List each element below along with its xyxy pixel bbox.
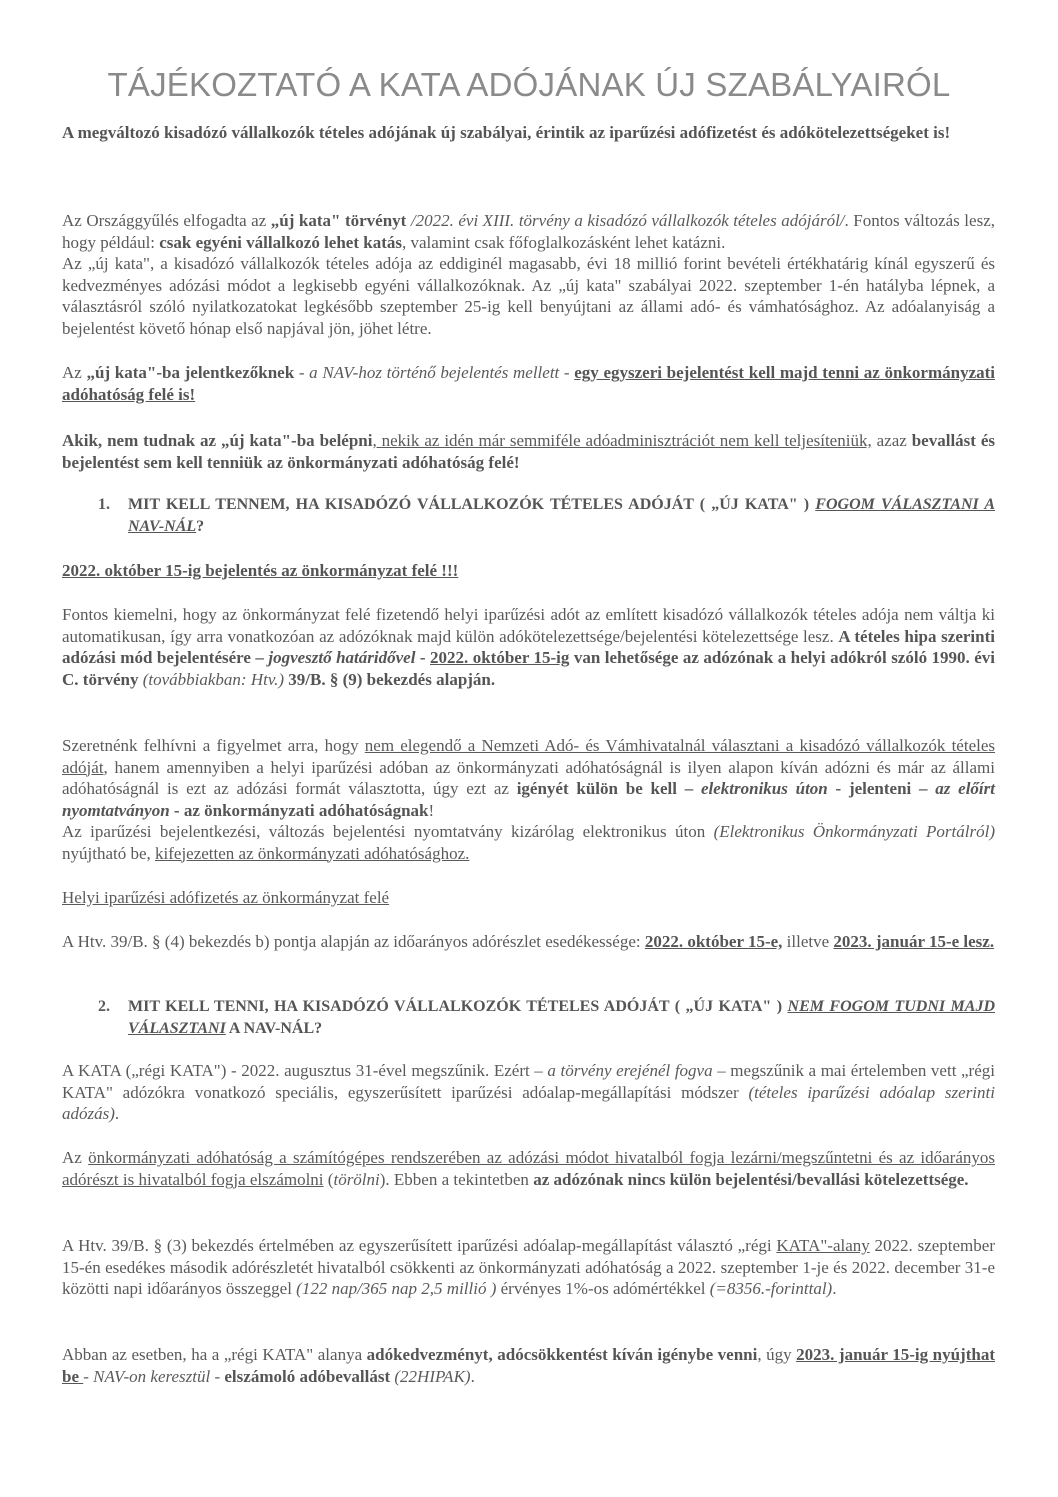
text-run: 2022. október 15-ig [430, 648, 570, 667]
text-run: Helyi iparűzési adófizetés az önkormányzat felé [62, 888, 390, 907]
text-run: . [470, 1366, 475, 1386]
text-run: elszámoló adóbevallást [224, 1366, 391, 1386]
text-run: NEM FOGOM TUDNI MAJD VÁLASZTANI [128, 998, 996, 1037]
text-run: „új kata"-ba jelentkezőknek [86, 363, 295, 382]
text-run: nem elegendő a Nemzeti Adó- és Vámhivatalnál választani a kisadózó vállalkozók tételes adóját [62, 736, 996, 777]
text-run: Az Országgyűlés elfogadta az [62, 211, 271, 230]
section-heading-1 [98, 494, 995, 537]
text-run: (tételes iparűzési adóalap szerinti adózás) [62, 1082, 995, 1123]
text-run: - jelenteni – [827, 779, 936, 798]
paragraph-not-eligible [62, 430, 995, 473]
text-run: ( [323, 1169, 334, 1189]
intro-paragraph [62, 122, 995, 144]
deadline-heading [62, 560, 995, 582]
text-run: MIT KELL TENNEM, HA KISADÓZÓ VÁLLALKOZÓK TÉTELES ADÓJÁT ( „ÚJ KATA" ) [128, 496, 816, 513]
text-run: 2022. szeptember 15-én esedékes második adórészletét hivatalból csökkenti az önkormányzati adóhatóság a 2022. szeptember 1-je és 2022. december 31-e közötti napi időarányos összeggel [62, 1236, 995, 1298]
text-run: (=8356.-forinttal) [709, 1279, 833, 1298]
text-run: FOGOM VÁLASZTANI A NAV-NÁL [128, 496, 996, 535]
text-run: „új kata" törvényt [270, 211, 407, 230]
text-run: A Htv. 39/B. § (3) bekezdés értelmében az egyszerűsített iparűzési adóalap-megállapítást választó „régi [62, 1236, 777, 1255]
text-run: érvényes 1%-os adómértékkel [496, 1279, 710, 1298]
text-run: /2022. évi XIII. törvény a kisadózó vállalkozók tételes adójáról/ [406, 211, 845, 230]
text-run: Fontos kiemelni, hogy az önkormányzat felé fizetendő helyi iparűzési adót az említett kisadózó vállalkozók tételes adója nem váltja ki automatikusan, így arra vonatkozóan az adózóknak majd külön adókötelezettsége/bejelentési kötelezettsége lesz. [62, 605, 995, 646]
text-run: elektronikus úton [700, 779, 828, 798]
text-run: - [83, 1366, 94, 1386]
paragraph-new-kata-law [62, 210, 995, 339]
text-run: ). Ebben a tekintetben [379, 1169, 534, 1189]
text-run: nyújtható be, [62, 843, 156, 863]
text-run: A NAV-NÁL? [225, 1019, 323, 1037]
text-run: 2022. október 15-ig bejelentés az önkormányzat felé !!! [62, 561, 459, 580]
text-run: - [415, 648, 430, 667]
section-heading-2 [98, 996, 995, 1039]
text-run: Abban az esetben, ha a „régi KATA" alanya [62, 1345, 367, 1364]
text-run: ? [196, 517, 205, 535]
text-run: Az „új kata", a kisadózó vállalkozók tételes adója az eddiginél magasabb, évi 18 millió forint bevételi értékhatárig kínál egyszerű és kedvezményes adózási módot a legkisebb egyéni vállalkozóknak. Az „új kata" szabályai 2022. szeptember 1-én hatályba lépnek, a választásról szóló nyilatkozatokat legkésőbb szeptember 25-ig kell benyújtani az állami adó- és vámhatósághoz. Az adóalanyiság a bejelentést követő hónap első napjával jön, jöhet létre. [62, 254, 995, 338]
text-run: az adózónak nincs külön bejelentési/bevallási kötelezettsége. [533, 1169, 969, 1189]
paragraph-htv-deadlines [62, 931, 995, 953]
heading-number: 2. [98, 998, 110, 1015]
text-run: - az önkormányzati adóhatóságnak [169, 800, 429, 820]
text-run: A tételes hipa szerinti adózási mód bejelentésére – [62, 626, 995, 667]
paragraph-htv-reduction [62, 1235, 995, 1300]
heading-text [128, 996, 995, 1039]
text-run: , úgy [757, 1345, 797, 1364]
paragraph-tax-relief [62, 1344, 995, 1387]
text-run: MIT KELL TENNI, HA KISADÓZÓ VÁLLALKOZÓK TÉTELES ADÓJÁT ( „ÚJ KATA" ) [128, 998, 788, 1015]
text-run: - [559, 363, 575, 382]
text-run: . [832, 1279, 837, 1298]
subheading-local-tax [62, 887, 995, 909]
text-run: 2023. január 15-ig nyújthat be [62, 1345, 995, 1386]
text-run: van lehetősége az adózónak a helyi adókról szóló 1990. évi C. törvény [62, 648, 996, 689]
text-run: , valamint csak főfoglalkozásként lehet katázni. [401, 232, 726, 252]
text-run: adókedvezményt, adócsökkentést kíván igénybe venni [366, 1345, 758, 1364]
text-run: , hanem amennyiben a helyi iparűzési adóban az önkormányzati adóhatóságnál is ilyen alapon kíván adózni és már az állami adóhatóságnál is ezt az adózási formát választotta, úgy ezt az [62, 757, 995, 798]
heading-number: 1. [98, 496, 110, 513]
document-title: TÁJÉKOZTATÓ A KATA ADÓJÁNAK ÚJ SZABÁLYAIRÓL [107, 66, 951, 103]
text-run: . Fontos változás lesz, hogy például: [62, 211, 995, 252]
text-run: egy egyszeri bejelentést kell majd tenni az önkormányzati adóhatóság felé is! [62, 363, 996, 404]
text-run: Akik, nem tudnak az „új kata"-ba belépni [62, 431, 373, 450]
text-run: jogvesztő határidővel [268, 648, 416, 667]
text-run: A KATA („régi KATA") - 2022. augusztus 31-ével megszűnik. Ezért – [62, 1061, 548, 1080]
heading-text [128, 494, 995, 537]
text-run: (122 nap/365 nap 2,5 millió ) [296, 1279, 497, 1298]
paragraph-important [62, 604, 995, 690]
text-run: Szeretnénk felhívni a figyelmet arra, hogy [62, 736, 365, 755]
text-run: a törvény erejénél fogva [547, 1061, 713, 1080]
text-run: - [294, 363, 310, 382]
text-run: NAV-on keresztül [93, 1366, 211, 1386]
text-run: , nekik az idén már semmiféle adóadminisztrációt nem kell teljesíteniük, [372, 431, 872, 450]
text-run: az előírt nyomtatványon [62, 779, 995, 820]
text-run: a NAV-hoz történő bejelentés mellett [309, 363, 560, 382]
text-run: 2022. október 15-e, [644, 932, 783, 951]
text-run: 2023. január 15-e lesz. [833, 932, 995, 951]
text-run: 39/B. § (9) bekezdés alapján. [284, 669, 496, 689]
text-run: KATA"-alany [776, 1236, 870, 1255]
text-run: Az [62, 363, 87, 382]
text-run: A megváltozó kisadózó vállalkozók tételes adójának új szabályai, érintik az iparűzési adófizetést és adókötelezettségeket is! [62, 123, 951, 142]
text-run: (továbbiakban: Htv.) [142, 669, 285, 689]
text-run: törölni [333, 1169, 380, 1189]
text-run: bevallást és bejelentést sem kell tenniük az önkormányzati adóhatóság felé! [62, 431, 996, 472]
text-run: Az [62, 1148, 89, 1167]
text-run: (22HIPAK) [394, 1366, 471, 1386]
paragraph-attention [62, 735, 995, 864]
text-run: - [210, 1366, 225, 1386]
text-run: önkormányzati adóhatóság a számítógépes rendszerében az adózási módot hivatalból fogja lezárni/megszűntetni és az időarányos adórészt is hivatalból fogja elszámolni [62, 1148, 995, 1189]
text-run: kifejezetten az önkormányzati adóhatósághoz. [155, 843, 470, 863]
text-run: Az iparűzési bejelentkezési, változás bejelentési nyomtatvány kizárólag elektronikus úton [62, 822, 714, 841]
text-run: ! [428, 800, 435, 820]
text-run: – megszűnik a mai értelemben vett „régi KATA" adózókra vonatkozó speciális, egyszerűsített iparűzési adóalap-megállapítási módszer [62, 1061, 995, 1102]
text-run: azaz [871, 431, 912, 450]
text-run: csak egyéni vállalkozó lehet katás [159, 232, 402, 252]
paragraph-registration-required [62, 362, 995, 405]
text-run: (Elektronikus Önkormányzati Portálról) [713, 822, 995, 841]
paragraph-old-kata-ends [62, 1060, 995, 1125]
text-run: . [114, 1104, 120, 1123]
paragraph-authority-closes [62, 1147, 995, 1190]
text-run: igényét külön be kell – [516, 779, 701, 798]
text-run: illetve [782, 932, 834, 951]
text-run: A Htv. 39/B. § (4) bekezdés b) pontja alapján az időarányos adórészlet esedékessége: [62, 932, 645, 951]
